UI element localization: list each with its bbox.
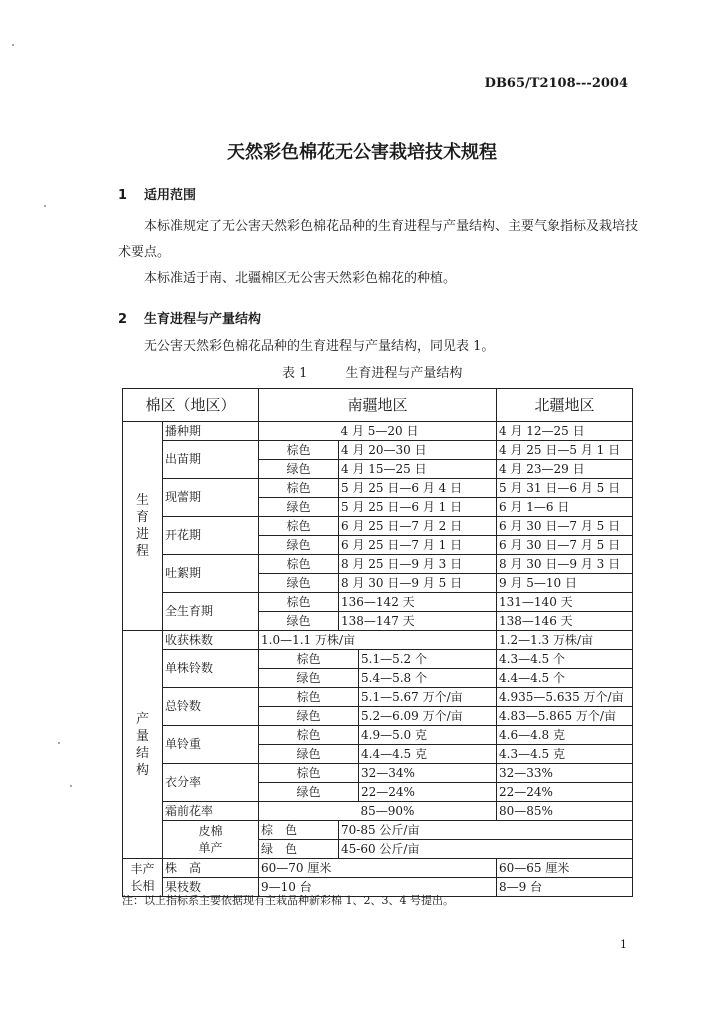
- row-label: 全生育期: [163, 593, 259, 631]
- north-value: 6 月 30 日—7 月 5 日: [497, 536, 633, 555]
- north-value: 4 月 25 日—5 月 1 日: [497, 441, 633, 460]
- north-value: 6 月 30 日—7 月 5 日: [497, 517, 633, 536]
- row-label: 单铃重: [163, 726, 259, 764]
- south-value: 85—90%: [359, 802, 497, 821]
- north-value: 4.83—5.865 万个/亩: [497, 707, 633, 726]
- table-row: [123, 631, 633, 650]
- south-value: 5.1—5.67 万个/亩: [359, 688, 497, 707]
- row-label: 出苗期: [163, 441, 259, 479]
- paragraph: 本标准规定了无公害天然彩色棉花品种的生育进程与产量结构、主要气象指标及栽培技术要点。: [118, 219, 639, 260]
- table-note: 注：以上指标系主要依据现有主栽品种新彩棉 1、2、3、4 号提出。: [122, 894, 454, 907]
- table-row: [123, 555, 633, 574]
- table-row: [123, 688, 633, 707]
- row-label: 单株铃数: [163, 650, 259, 688]
- header-north: 北疆地区: [497, 389, 633, 422]
- north-value: 4.935—5.635 万个/亩: [497, 688, 633, 707]
- north-value: 22—24%: [497, 783, 633, 802]
- section-number: 2: [118, 312, 128, 327]
- table-title: 生育进程与产量结构: [345, 366, 463, 381]
- south-value: 4 月 5—20 日: [339, 422, 497, 441]
- south-value: 9—10 台: [259, 878, 497, 897]
- south-value: 5 月 25 日—6 月 1 日: [339, 498, 497, 517]
- table-header-row: [123, 389, 633, 422]
- section-heading-2: [118, 308, 261, 327]
- south-value: 4.4—4.5 克: [359, 745, 497, 764]
- south-value: 60—70 厘米: [259, 859, 497, 878]
- color-label: 棕色: [259, 555, 339, 574]
- north-value: 4.3—4.5 克: [497, 745, 633, 764]
- south-value: 5.2—6.09 万个/亩: [359, 707, 497, 726]
- south-value: 6 月 25 日—7 月 1 日: [339, 536, 497, 555]
- south-value: 6 月 25 日—7 月 2 日: [339, 517, 497, 536]
- section-number: 1: [118, 188, 128, 203]
- color-label: 绿色: [259, 574, 339, 593]
- spacer-cell: [259, 422, 339, 441]
- color-label: 绿色: [259, 783, 359, 802]
- south-value: 138—147 天: [339, 612, 497, 631]
- section-title: 适用范围: [144, 188, 197, 203]
- group-label-plant-type: 丰产 长相: [123, 859, 163, 897]
- color-label: 绿色: [259, 707, 359, 726]
- color-label: 棕色: [259, 650, 359, 669]
- color-label: 绿色: [259, 612, 339, 631]
- south-value: 4.9—5.0 克: [359, 726, 497, 745]
- color-label: 棕色: [259, 764, 359, 783]
- north-value: 138—146 天: [497, 612, 633, 631]
- north-value: 80—85%: [497, 802, 633, 821]
- paragraph: 本标准适于南、北疆棉区无公害天然彩色棉花的种植。: [144, 271, 457, 286]
- color-label: 绿色: [259, 460, 339, 479]
- south-value: 136—142 天: [339, 593, 497, 612]
- document-title: 天然彩色棉花无公害栽培技术规程: [227, 142, 497, 163]
- north-value: 8—9 台: [497, 878, 633, 897]
- south-value: 5 月 25 日—6 月 4 日: [339, 479, 497, 498]
- north-value: 6 月 1—6 日: [497, 498, 633, 517]
- growth-yield-table: [122, 388, 633, 897]
- paragraph: 无公害天然彩色棉花品种的生育进程与产量结构，同见表 1。: [144, 339, 495, 354]
- row-label: 衣分率: [163, 764, 259, 802]
- row-label: 收获株数: [163, 631, 259, 650]
- scope-paragraphs: [118, 214, 638, 292]
- south-value: 4 月 15—25 日: [339, 460, 497, 479]
- group-label-lint-yield: 皮棉 单产: [163, 821, 259, 859]
- row-label: 吐絮期: [163, 555, 259, 593]
- color-label: 棕色: [259, 517, 339, 536]
- table-row: [123, 650, 633, 669]
- north-value: 32—33%: [497, 764, 633, 783]
- row-label: 果枝数: [163, 878, 259, 897]
- row-label: 棕 色: [259, 821, 339, 840]
- row-label: 霜前花率: [163, 802, 259, 821]
- color-label: 绿色: [259, 745, 359, 764]
- table-row: [123, 441, 633, 460]
- north-value: 4.6—4.8 克: [497, 726, 633, 745]
- south-value: 8 月 25 日—9 月 3 日: [339, 555, 497, 574]
- table-caption: [282, 362, 462, 381]
- document-code: DB65/T2108---2004: [484, 76, 628, 91]
- table-row: [123, 821, 633, 840]
- growth-paragraph: [118, 334, 638, 360]
- table-row: [123, 479, 633, 498]
- scan-speck: [58, 742, 60, 744]
- north-value: 1.2—1.3 万株/亩: [497, 631, 633, 650]
- south-value: 5.1—5.2 个: [359, 650, 497, 669]
- group-label-yield: 产 量 结 构: [123, 631, 163, 859]
- row-label: 绿 色: [259, 840, 339, 859]
- north-value: 60—65 厘米: [497, 859, 633, 878]
- south-value: 8 月 30 日—9 月 5 日: [339, 574, 497, 593]
- row-label: 株 高: [163, 859, 259, 878]
- south-value: 70-85 公斤/亩: [339, 821, 633, 840]
- north-value: 8 月 30 日—9 月 3 日: [497, 555, 633, 574]
- scan-speck: [44, 205, 46, 207]
- header-south: 南疆地区: [259, 389, 497, 422]
- color-label: 绿色: [259, 536, 339, 555]
- color-label: 棕色: [259, 593, 339, 612]
- group-label-growth: 生 育 进 程: [123, 422, 163, 631]
- row-label: 播种期: [163, 422, 259, 441]
- color-label: 棕色: [259, 688, 359, 707]
- north-value: 5 月 31 日—6 月 5 日: [497, 479, 633, 498]
- south-value: 1.0—1.1 万株/亩: [259, 631, 497, 650]
- section-title: 生育进程与产量结构: [144, 312, 262, 327]
- row-label: 现蕾期: [163, 479, 259, 517]
- north-value: 4 月 23—29 日: [497, 460, 633, 479]
- spacer-cell: [259, 802, 359, 821]
- north-value: 4.3—4.5 个: [497, 650, 633, 669]
- south-value: 32—34%: [359, 764, 497, 783]
- south-value: 4 月 20—30 日: [339, 441, 497, 460]
- color-label: 绿色: [259, 669, 359, 688]
- table-row: [123, 517, 633, 536]
- table-row: [123, 593, 633, 612]
- page-number: 1: [620, 938, 627, 951]
- north-value: 131—140 天: [497, 593, 633, 612]
- scan-speck: [12, 44, 14, 46]
- north-value: 4 月 12—25 日: [497, 422, 633, 441]
- scan-speck: [70, 785, 72, 787]
- color-label: 棕色: [259, 441, 339, 460]
- table-row: [123, 422, 633, 441]
- south-value: 45-60 公斤/亩: [339, 840, 633, 859]
- color-label: 绿色: [259, 498, 339, 517]
- header-region: 棉区（地区）: [123, 389, 259, 422]
- table-number: 表 1: [282, 366, 308, 381]
- row-label: 总铃数: [163, 688, 259, 726]
- table-row: [123, 726, 633, 745]
- table-row: [123, 764, 633, 783]
- section-heading-1: [118, 184, 196, 203]
- south-value: 22—24%: [359, 783, 497, 802]
- south-value: 5.4—5.8 个: [359, 669, 497, 688]
- north-value: 9 月 5—10 日: [497, 574, 633, 593]
- row-label: 开花期: [163, 517, 259, 555]
- north-value: 4.4—4.5 个: [497, 669, 633, 688]
- table-row: [123, 859, 633, 878]
- color-label: 棕色: [259, 479, 339, 498]
- color-label: 棕色: [259, 726, 359, 745]
- table-row: [123, 802, 633, 821]
